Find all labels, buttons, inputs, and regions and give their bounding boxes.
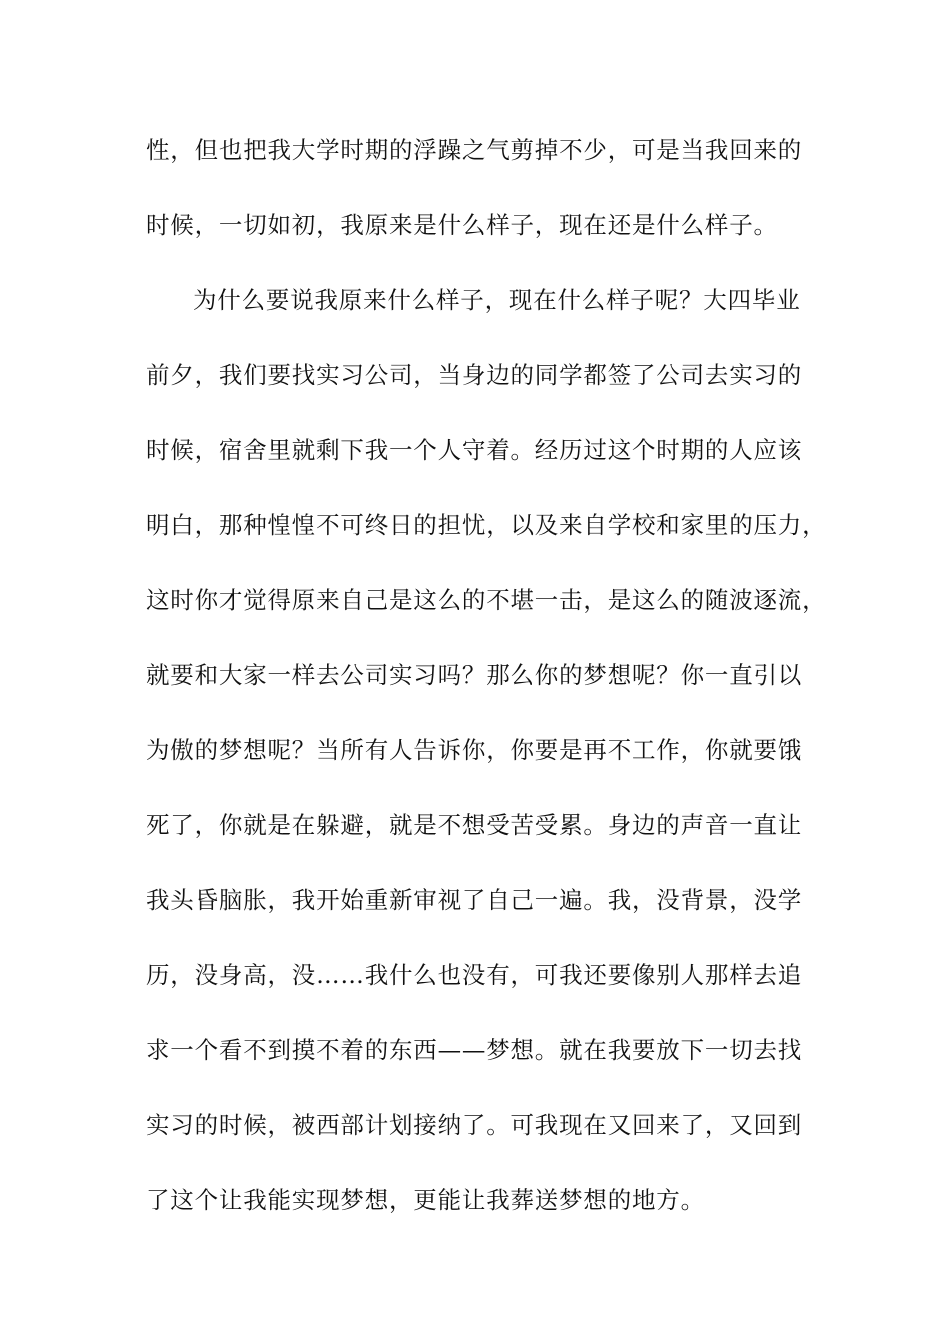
text-line-8: 就要和大家一样去公司实习吗？那么你的梦想呢？你一直引以 — [146, 661, 803, 689]
text-line-6: 明白，那种惶惶不可终日的担忧，以及来自学校和家里的压力， — [146, 511, 827, 539]
text-line-2: 时候，一切如初，我原来是什么样子，现在还是什么样子。 — [146, 211, 778, 239]
text-line-11: 我头昏脑胀，我开始重新审视了自己一遍。我，没背景，没学 — [146, 886, 803, 914]
text-line-7: 这时你才觉得原来自己是这么的不堪一击，是这么的随波逐流， — [146, 586, 827, 614]
text-line-12: 历，没身高，没……我什么也没有，可我还要像别人那样去追 — [146, 961, 803, 989]
text-line-10: 死了，你就是在躲避，就是不想受苦受累。身边的声音一直让 — [146, 811, 803, 839]
text-line-15: 了这个让我能实现梦想，更能让我葬送梦想的地方。 — [146, 1186, 705, 1214]
text-line-4: 前夕，我们要找实习公司，当身边的同学都签了公司去实习的 — [146, 361, 803, 389]
text-line-9: 为傲的梦想呢？当所有人告诉你，你要是再不工作，你就要饿 — [146, 736, 803, 764]
text-line-5: 时候，宿舍里就剩下我一个人守着。经历过这个时期的人应该 — [146, 436, 803, 464]
text-line-14: 实习的时候，被西部计划接纳了。可我现在又回来了，又回到 — [146, 1111, 803, 1139]
text-line-1: 性，但也把我大学时期的浮躁之气剪掉不少，可是当我回来的 — [146, 136, 803, 164]
text-line-13: 求一个看不到摸不着的东西——梦想。就在我要放下一切去找 — [146, 1036, 803, 1064]
paragraph-start-line-3: 为什么要说我原来什么样子，现在什么样子呢？大四毕业 — [193, 286, 801, 314]
